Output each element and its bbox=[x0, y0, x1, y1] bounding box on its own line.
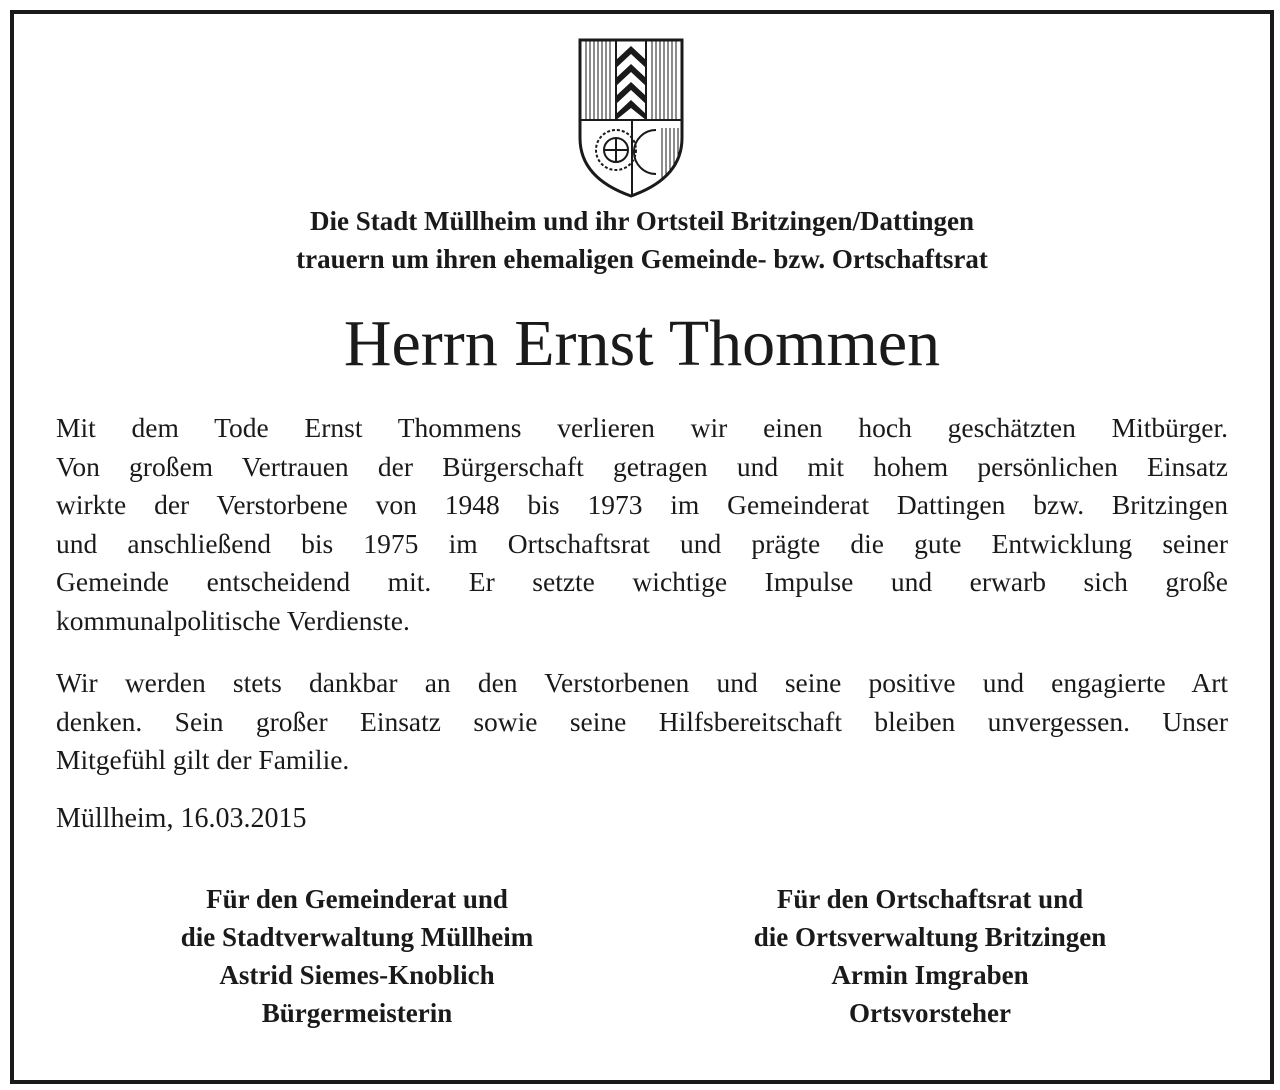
signature-block-left bbox=[97, 880, 617, 1032]
signature-line-2: die Ortsverwaltung Britzingen bbox=[753, 922, 1107, 952]
signature-block-right bbox=[670, 880, 1190, 1032]
coat-of-arms-icon bbox=[576, 38, 686, 198]
intro-line-1: Die Stadt Müllheim und ihr Ortsteil Britzingen/Dattingen bbox=[309, 206, 974, 236]
paragraph-line: Von großem Vertrauen der Bürgerschaft getragen und mit hohem persönlichen Einsatz bbox=[56, 450, 1228, 482]
place-and-date: Müllheim, 16.03.2015 bbox=[56, 803, 307, 834]
tribute-paragraph-2 bbox=[56, 664, 1228, 780]
intro-text bbox=[14, 202, 1270, 278]
paragraph-line: Mit dem Tode Ernst Thommens verlieren wir einen hoch geschätzten Mitbürger. bbox=[56, 412, 1228, 443]
paragraph-line: wirkte der Verstorbene von 1948 bis 1973 im Gemeinderat Dattingen bzw. Britzingen bbox=[56, 489, 1228, 520]
signatory-name: Armin Imgraben bbox=[831, 960, 1029, 990]
signature-line-2: die Stadtverwaltung Müllheim bbox=[180, 922, 534, 952]
paragraph-line: Wir werden stets dankbar an den Verstorbenen und seine positive und engagierte Art bbox=[56, 667, 1228, 698]
signature-line-1: Für den Ortschaftsrat und bbox=[776, 884, 1084, 914]
signature-line-1: Für den Gemeinderat und bbox=[206, 884, 508, 914]
paragraph-line: kommunalpolitische Verdienste. bbox=[56, 604, 410, 636]
intro-line-2: trauern um ihren ehemaligen Gemeinde- bzw. Ortschaftsrat bbox=[296, 244, 988, 274]
deceased-name: Herrn Ernst Thommen bbox=[343, 307, 941, 380]
paragraph-line: Mitgefühl gilt der Familie. bbox=[56, 744, 350, 775]
signatory-title: Ortsvorsteher bbox=[849, 998, 1011, 1028]
paragraph-line: denken. Sein großer Einsatz sowie seine Hilfsbereitschaft bleiben unvergessen. Unser bbox=[56, 705, 1228, 737]
paragraph-line: und anschließend bis 1975 im Ortschaftsrat und prägte die gute Entwicklung seiner bbox=[56, 527, 1228, 559]
signatory-name: Astrid Siemes-Knoblich bbox=[219, 960, 495, 990]
paragraph-line: Gemeinde entscheidend mit. Er setzte wichtige Impulse und erwarb sich große bbox=[56, 566, 1228, 597]
tribute-paragraph-1 bbox=[56, 409, 1228, 640]
signatory-title: Bürgermeisterin bbox=[261, 998, 453, 1028]
obituary-notice bbox=[10, 10, 1274, 1084]
